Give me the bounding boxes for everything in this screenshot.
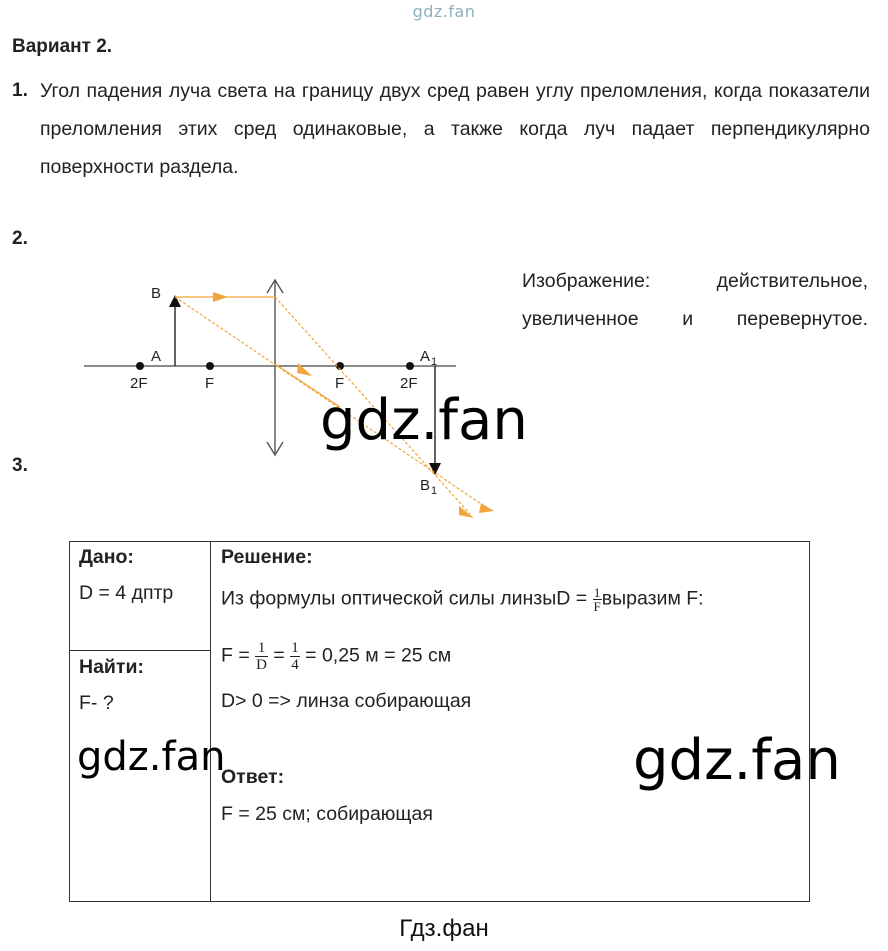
q2-number: 2. — [12, 228, 28, 249]
fraction-denominator: D — [256, 657, 267, 673]
image-arrowhead — [429, 463, 441, 475]
ray-arrowhead-2 — [297, 363, 312, 376]
footer-caption: Гдз.фан — [399, 915, 489, 942]
formula2-eq: = — [267, 644, 291, 667]
solution-title: Решение: — [221, 546, 313, 568]
find-title: Найти: — [79, 656, 144, 678]
q1-text: Угол падения луча света на границу двух сред равен углу преломления, когда показатели преломления этих сред одинаковые, а также когда луч падает перпендикулярно поверхности раздела. — [40, 80, 870, 178]
point-2F-left — [136, 362, 144, 370]
answer-value: F = 25 см; собирающая — [221, 803, 433, 825]
fraction-denominator: 4 — [291, 657, 299, 673]
label-2F-left: 2F — [130, 375, 148, 392]
fraction-denominator: F — [593, 599, 601, 614]
fraction-numerator: 1 — [593, 585, 601, 600]
label-B: B — [151, 285, 162, 302]
label-F-right: F — [335, 375, 345, 392]
solution-line1-text: Из формулы оптической силы линзы — [221, 587, 557, 610]
fraction-numerator: 1 — [255, 640, 268, 657]
fraction-1-over-F — [593, 586, 602, 613]
fraction-1-over-4 — [290, 640, 300, 673]
q1-number: 1. — [12, 80, 28, 101]
given-title: Дано: — [79, 546, 134, 568]
q2-answer — [522, 262, 868, 338]
label-F-left: F — [205, 375, 215, 392]
label-2F-right: 2F — [400, 375, 418, 392]
variant-title: Вариант 2. — [12, 36, 113, 57]
solution-line1-tail: выразим F: — [601, 587, 704, 610]
top-watermark: gdz.fan — [412, 2, 476, 21]
solution-line3: D> 0 => линза собирающая — [221, 690, 472, 712]
fraction-numerator: 1 — [291, 640, 299, 656]
given-find-divider — [69, 650, 210, 651]
q2-answer-line1: Изображение: действительное, — [522, 270, 868, 292]
fraction-1-over-D — [255, 640, 268, 673]
find-value: F- ? — [79, 692, 114, 714]
point-2F-right — [406, 362, 414, 370]
watermark-left: gdz.fan — [77, 734, 226, 780]
formula2-lhs: F = — [221, 644, 256, 667]
answer-title: Ответ: — [221, 766, 285, 788]
ray-arrowhead-4 — [479, 503, 494, 513]
ray-arrowhead-3 — [459, 506, 474, 518]
watermark-mid: gdz.fan — [320, 388, 528, 453]
q2-answer-line2: увеличенное и перевернутое. — [522, 308, 868, 330]
watermark-right: gdz.fan — [633, 728, 841, 793]
formula2-tail: = 0,25 м = 25 см — [299, 644, 452, 667]
solution-line2 — [221, 640, 451, 673]
formula-lhs: D = — [556, 587, 593, 610]
label-A1-sub: 1 — [431, 356, 438, 368]
solution-line1 — [221, 586, 704, 613]
label-A1: A — [420, 348, 431, 365]
label-A: A — [151, 348, 162, 365]
ray-arrowhead-1 — [213, 292, 228, 302]
q3-number: 3. — [12, 455, 28, 476]
given-value: D = 4 дптр — [79, 582, 174, 604]
label-B1: B — [420, 477, 431, 494]
label-B1-sub: 1 — [431, 485, 438, 497]
point-F-left — [206, 362, 214, 370]
